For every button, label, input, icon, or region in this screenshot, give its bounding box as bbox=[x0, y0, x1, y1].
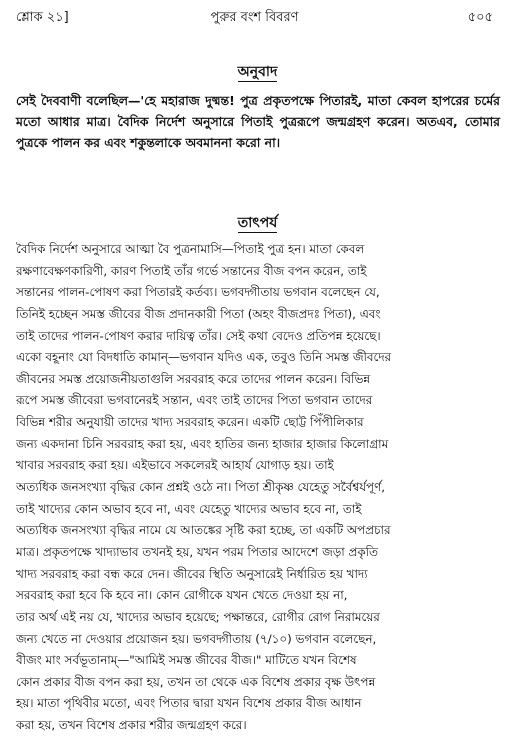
purport-line: রক্ষণাবেক্ষণকারিণী, কারণ পিতাই তাঁর গর্ভে সন্তানের বীজ বপন করেন, তাই bbox=[16, 263, 367, 278]
purport-line: তিনিই হচ্ছেন সমস্ত জীবের বীজ প্রদানকারী পিতা (অহং বীজপ্রদঃ পিতা), এবং bbox=[16, 306, 381, 321]
purport-line: তাই খাদ্যের কোন অভাব হবে না, এবং যেহেতু খাদ্যের অভাব হবে না, তাই bbox=[16, 501, 362, 516]
purport-line: বীজং মাং সর্বভূতানাম্—"আমিই সমস্ত জীবের বীজ।" মাটিতে যখন বিশেষ bbox=[16, 653, 357, 668]
chapter-title: পুরুর বংশ বিবরণ bbox=[210, 10, 299, 25]
purport-line: কোন প্রকার বীজ বপন করা হয়, তখন তা থেকে এক বিশেষ প্রকার বৃক্ষ উৎপন্ন bbox=[16, 674, 376, 689]
purport-line: তার অর্থ এই নয় যে, খাদ্যের অভাব হয়েছে; পক্ষান্তরে, রোগীর রোগ নিরাময়ের bbox=[16, 609, 380, 624]
purport-heading: তাৎপর্য bbox=[237, 215, 278, 231]
purport-line: বিভিন্ন শরীর অনুযায়ী তাদের খাদ্য সরবরাহ করেন। একটি ছোট্ট পিঁপীলিকার bbox=[16, 415, 364, 430]
purport-line: খাবার সরবরাহ করা হয়। এইভাবে সকলেরই আহার্য যোগাড় হয়। তাই bbox=[16, 458, 334, 473]
verse-reference: শ্লোক ২১] bbox=[16, 10, 69, 25]
purport-line: একো বহূনাং যো বিদধাতি কামান্—ভগবান যদিও এক, তবুও তিনি সমস্ত জীবদের bbox=[16, 350, 392, 365]
purport-line: অত্যধিক জনসংখ্যা বৃদ্ধির কোন প্রশ্নই ওঠে না। পিতা শ্রীকৃষ্ণ যেহেতু সর্বৈশ্বর্যপূর্ণ, bbox=[16, 480, 386, 495]
purport-text bbox=[16, 239, 500, 737]
purport-line: হয়। মাতা পৃথিবীর মতো, এবং পিতার দ্বারা যখন বিশেষ প্রকার বীজ আধান bbox=[16, 696, 362, 711]
purport-line: জীবনের সমস্ত প্রয়োজনীয়তাগুলি সরবরাহ করে তাদের পালন করেন। বিভিন্ন bbox=[16, 371, 371, 386]
purport-line: খাদ্য সরবরাহ করা বন্ধ করে দেন। জীবের স্থিতি অনুসারেই নির্ধারিত হয় খাদ্য bbox=[16, 566, 368, 581]
purport-line: করা হয়, তখন বিশেষ প্রকার শরীর জন্মগ্রহণ করে। bbox=[16, 718, 247, 733]
purport-line: সন্তানের পালন-পোষণ করা পিতারই কর্তব্য। ভগবদ্গীতায় ভগবান বলেছেন যে, bbox=[16, 285, 380, 300]
purport-line: জন্য খেতে না দেওয়ার প্রয়োজন হয়। ভগবদ্গীতায় (৭/১০) ভগবান বলেছেন, bbox=[16, 631, 377, 646]
purport-line: মাত্র। প্রকৃতপক্ষে খাদ্যাভাব তখনই হয়, যখন পরম পিতার আদেশে জড়া প্রকৃতি bbox=[16, 544, 378, 559]
purport-line: তাই তাদের পালন-পোষণ করার দায়িত্ব তাঁর। সেই কথা বেদেও প্রতিপন্ন হয়েছে। bbox=[16, 328, 381, 343]
purport-line: সরবরাহ করা হবে কি হবে না। কোন রোগীকে যখন খেতে দেওয়া হয় না, bbox=[16, 588, 348, 603]
purport-line: রূপে সমস্ত জীবেরা ভগবানেরই সন্তান, এবং তাই তাদের পিতা ভগবান তাদের bbox=[16, 393, 373, 408]
translation-text: সেই দৈববাণী বলেছিল—'হে মহারাজ দুষ্মন্ত! পুত্র প্রকৃতপক্ষে পিতারই, মাতা কেবল হাপরের চর্মের মতো আধার মাত্র। বৈদিক নির্দেশ অনুসারে পিতাই পুত্ররূপে জন্মগ্রহণ করেন। অতএব, তোমার পুত্রকে পালন কর এবং শকুন্তলাকে অবমাননা করো না। bbox=[16, 93, 500, 150]
page-number: ৫০৫ bbox=[467, 10, 493, 25]
purport-line: জন্য একদানা চিনি সরবরাহ করা হয়, এবং হাতির জন্য হাজার হাজার কিলোগ্রাম bbox=[16, 436, 389, 451]
purport-line: অত্যধিক জনসংখ্যা বৃদ্ধির নামে যে আতঙ্কের সৃষ্টি করা হচ্ছে, তা একটি অপপ্রচার bbox=[16, 523, 391, 538]
purport-line: বৈদিক নির্দেশ অনুসারে আত্মা বৈ পুত্রনামাসি—পিতাই পুত্র হন। মাতা কেবল bbox=[16, 242, 365, 256]
running-header bbox=[16, 8, 493, 30]
translation-heading: অনুবাদ bbox=[237, 64, 278, 80]
